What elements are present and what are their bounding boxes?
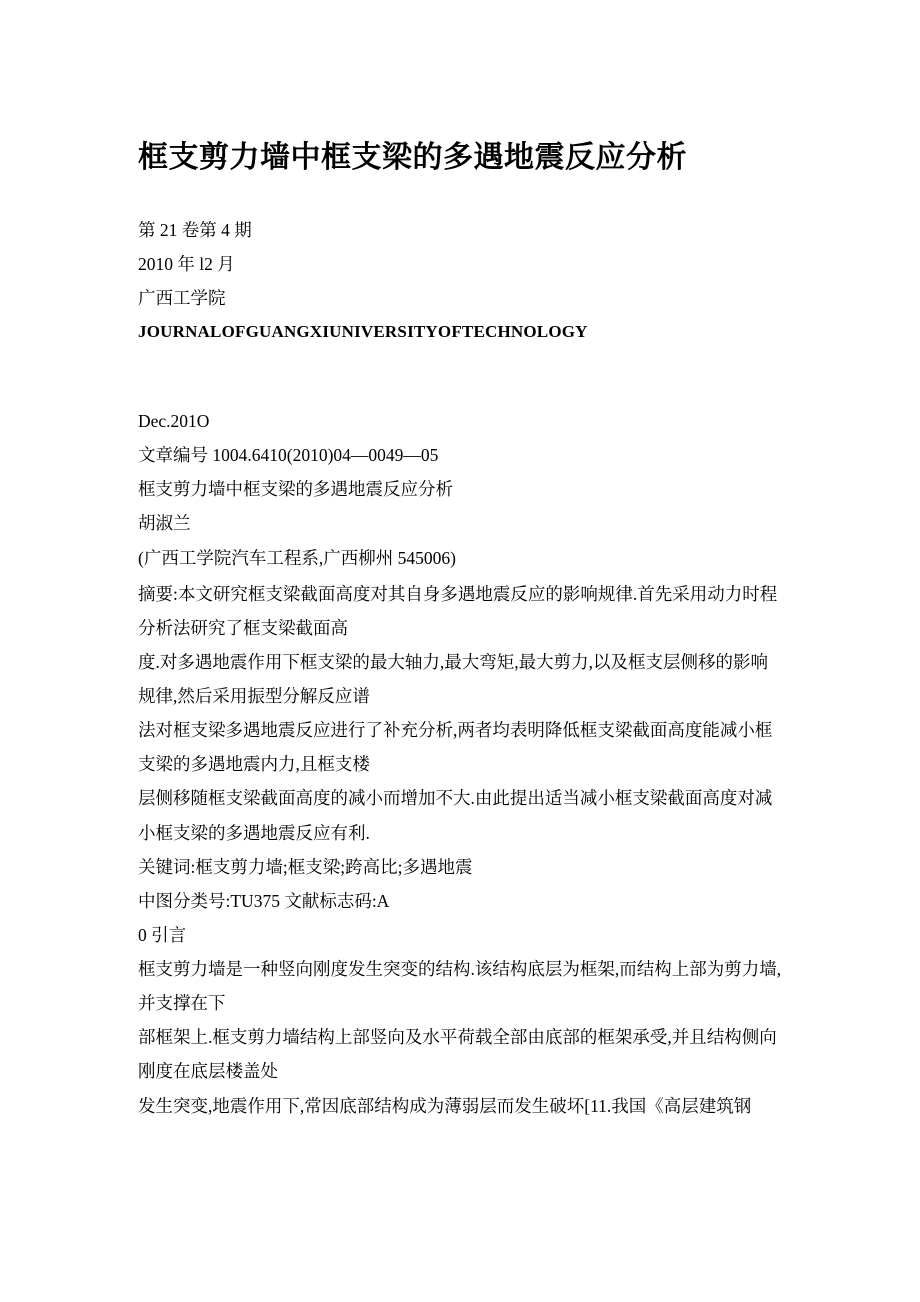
journal-header xyxy=(138,213,782,349)
abstract-line: 度.对多遇地震作用下框支梁的最大轴力,最大弯矩,最大剪力,以及框支层侧移的影响规律,然后采用振型分解反应谱 xyxy=(138,651,768,707)
journal-date-cn: 2010 年 l2 月 xyxy=(138,253,235,274)
author-affiliation: (广西工学院汽车工程系,广西柳州 545006) xyxy=(138,547,456,568)
article-number: 文章编号 1004.6410(2010)04—0049—05 xyxy=(138,445,439,466)
spacer xyxy=(138,348,782,370)
journal-name-en: JOURNALOFGUANGXIUNIVERSITYOFTECHNOLOGY xyxy=(138,321,588,341)
introduction-line: 发生突变,地震作用下,常因底部结构成为薄弱层而发生破坏[11.我国《高层建筑钢 xyxy=(138,1095,752,1116)
article-meta xyxy=(138,404,782,575)
section-heading-introduction: 0 引言 xyxy=(138,924,187,945)
abstract-line: 法对框支梁多遇地震反应进行了补充分析,两者均表明降低框支梁截面高度能减小框支梁的多遇地震内力,且框支楼 xyxy=(138,720,773,775)
author-name: 胡淑兰 xyxy=(138,513,191,534)
abstract-line: 层侧移随框支梁截面高度的减小而增加不大.由此提出适当减小框支梁截面高度对减小框支梁的多遇地震反应有利. xyxy=(138,788,773,843)
introduction-line: 部框架上.框支剪力墙结构上部竖向及水平荷载全部由底部的框架承受,并且结构侧向刚度在底层楼盖处 xyxy=(138,1027,777,1082)
journal-volume-issue: 第 21 卷第 4 期 xyxy=(138,219,252,240)
article-body xyxy=(138,577,782,1123)
keywords-line: 关键词:框支剪力墙;框支梁;跨高比;多遇地震 xyxy=(138,856,473,877)
journal-date-en: Dec.201O xyxy=(138,411,210,432)
article-title-cn: 框支剪力墙中框支梁的多遇地震反应分析 xyxy=(138,479,453,500)
page-title: 框支剪力墙中框支梁的多遇地震反应分析 xyxy=(138,140,687,175)
abstract-line: 摘要:本文研究框支梁截面高度对其自身多遇地震反应的影响规律.首先采用动力时程分析法研究了框支梁截面高 xyxy=(138,583,778,638)
introduction-line: 框支剪力墙是一种竖向刚度发生突变的结构.该结构底层为框架,而结构上部为剪力墙,并支撑在下 xyxy=(138,959,782,1014)
journal-name-cn: 广西工学院 xyxy=(138,287,226,308)
classification-line: 中图分类号:TU375 文献标志码:A xyxy=(138,890,390,911)
